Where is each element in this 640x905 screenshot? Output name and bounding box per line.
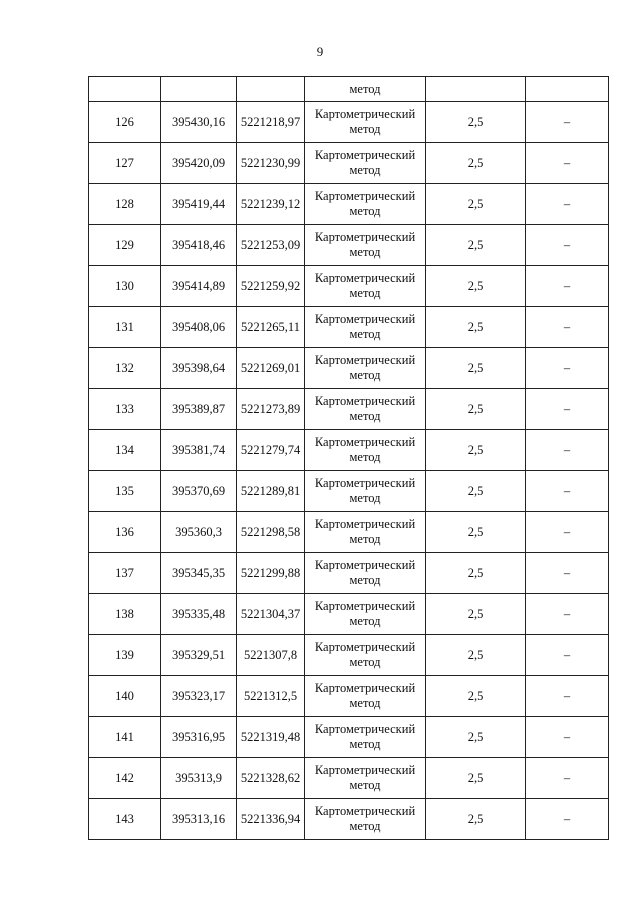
x-coordinate-cell: 395430,16 — [161, 102, 237, 143]
note-cell: – — [526, 635, 609, 676]
point-number-cell: 142 — [89, 758, 161, 799]
y-coordinate-cell: 5221304,37 — [237, 594, 305, 635]
accuracy-cell: 2,5 — [426, 553, 526, 594]
method-line-1: Картометрический — [314, 107, 416, 121]
note-cell: – — [526, 676, 609, 717]
accuracy-cell: 2,5 — [426, 676, 526, 717]
table-row — [89, 307, 609, 348]
point-number-cell: 134 — [89, 430, 161, 471]
method-line-1: Картометрический — [314, 681, 416, 695]
table-row — [89, 676, 609, 717]
y-coordinate-cell: 5221269,01 — [237, 348, 305, 389]
note-cell: – — [526, 471, 609, 512]
x-coordinate-cell: 395420,09 — [161, 143, 237, 184]
method-line-1: Картометрический — [314, 394, 416, 408]
method-line-1: Картометрический — [314, 763, 416, 777]
accuracy-cell: 2,5 — [426, 717, 526, 758]
point-number-cell: 127 — [89, 143, 161, 184]
note-cell: – — [526, 512, 609, 553]
y-coordinate-cell: 5221273,89 — [237, 389, 305, 430]
method-cell — [305, 635, 426, 676]
table-row — [89, 512, 609, 553]
accuracy-cell: 2,5 — [426, 225, 526, 266]
table-row — [89, 594, 609, 635]
method-cell — [305, 717, 426, 758]
table-row — [89, 430, 609, 471]
method-line-2: метод — [349, 573, 381, 587]
note-cell: – — [526, 102, 609, 143]
method-line-1: Картометрический — [314, 189, 416, 203]
table-row — [89, 471, 609, 512]
note-cell: – — [526, 266, 609, 307]
accuracy-cell: 2,5 — [426, 512, 526, 553]
point-number-cell: 130 — [89, 266, 161, 307]
method-cell — [305, 102, 426, 143]
x-coordinate-cell: 395313,9 — [161, 758, 237, 799]
point-number-cell: 140 — [89, 676, 161, 717]
y-coordinate-cell: 5221265,11 — [237, 307, 305, 348]
point-number-cell: 139 — [89, 635, 161, 676]
y-coordinate-cell: 5221319,48 — [237, 717, 305, 758]
x-coordinate-cell — [161, 77, 237, 102]
method-cell — [305, 348, 426, 389]
method-cell — [305, 512, 426, 553]
method-line-2: метод — [349, 819, 381, 833]
accuracy-cell: 2,5 — [426, 102, 526, 143]
y-coordinate-cell: 5221230,99 — [237, 143, 305, 184]
method-line-1: Картометрический — [314, 435, 416, 449]
accuracy-cell: 2,5 — [426, 758, 526, 799]
table-row — [89, 143, 609, 184]
y-coordinate-cell: 5221279,74 — [237, 430, 305, 471]
y-coordinate-cell: 5221336,94 — [237, 799, 305, 840]
table-row — [89, 635, 609, 676]
table-row — [89, 717, 609, 758]
accuracy-cell: 2,5 — [426, 389, 526, 430]
x-coordinate-cell: 395408,06 — [161, 307, 237, 348]
note-cell: – — [526, 184, 609, 225]
y-coordinate-cell: 5221253,09 — [237, 225, 305, 266]
note-cell: – — [526, 225, 609, 266]
x-coordinate-cell: 395419,44 — [161, 184, 237, 225]
method-line-2: метод — [349, 778, 381, 792]
method-line-2: метод — [349, 737, 381, 751]
accuracy-cell: 2,5 — [426, 471, 526, 512]
method-line-1: Картометрический — [314, 230, 416, 244]
method-line-1: Картометрический — [314, 271, 416, 285]
table-row-continuation — [89, 77, 609, 102]
note-cell: – — [526, 717, 609, 758]
x-coordinate-cell: 395329,51 — [161, 635, 237, 676]
accuracy-cell: 2,5 — [426, 348, 526, 389]
method-cell — [305, 758, 426, 799]
coordinates-table — [88, 76, 609, 840]
method-line-2: метод — [349, 204, 381, 218]
y-coordinate-cell — [237, 77, 305, 102]
method-line-2: метод — [349, 655, 381, 669]
note-cell: – — [526, 758, 609, 799]
method-line-1: Картометрический — [314, 640, 416, 654]
point-number-cell: 135 — [89, 471, 161, 512]
accuracy-cell: 2,5 — [426, 184, 526, 225]
x-coordinate-cell: 395345,35 — [161, 553, 237, 594]
point-number-cell: 136 — [89, 512, 161, 553]
x-coordinate-cell: 395381,74 — [161, 430, 237, 471]
x-coordinate-cell: 395360,3 — [161, 512, 237, 553]
point-number-cell: 132 — [89, 348, 161, 389]
method-line-2: метод — [349, 163, 381, 177]
method-line-1: Картометрический — [314, 353, 416, 367]
method-cell — [305, 266, 426, 307]
method-line-2: метод — [349, 450, 381, 464]
method-line-2: метод — [349, 245, 381, 259]
method-line-2: метод — [349, 368, 381, 382]
y-coordinate-cell: 5221298,58 — [237, 512, 305, 553]
method-cell — [305, 184, 426, 225]
note-cell: – — [526, 389, 609, 430]
method-line-1: Картометрический — [314, 804, 416, 818]
table-row — [89, 348, 609, 389]
note-cell — [526, 77, 609, 102]
x-coordinate-cell: 395335,48 — [161, 594, 237, 635]
method-cell — [305, 389, 426, 430]
point-number-cell: 133 — [89, 389, 161, 430]
note-cell: – — [526, 594, 609, 635]
point-number-cell: 143 — [89, 799, 161, 840]
y-coordinate-cell: 5221307,8 — [237, 635, 305, 676]
y-coordinate-cell: 5221218,97 — [237, 102, 305, 143]
point-number-cell: 126 — [89, 102, 161, 143]
point-number-cell: 137 — [89, 553, 161, 594]
point-number-cell: 128 — [89, 184, 161, 225]
method-line-1: Картометрический — [314, 517, 416, 531]
method-cell: метод — [305, 77, 426, 102]
method-line-2: метод — [349, 122, 381, 136]
method-line-2: метод — [349, 614, 381, 628]
method-cell — [305, 676, 426, 717]
method-cell — [305, 799, 426, 840]
method-line-2: метод — [349, 409, 381, 423]
y-coordinate-cell: 5221299,88 — [237, 553, 305, 594]
point-number-cell: 131 — [89, 307, 161, 348]
y-coordinate-cell: 5221328,62 — [237, 758, 305, 799]
table-row — [89, 389, 609, 430]
x-coordinate-cell: 395313,16 — [161, 799, 237, 840]
y-coordinate-cell: 5221239,12 — [237, 184, 305, 225]
x-coordinate-cell: 395316,95 — [161, 717, 237, 758]
method-line-1: Картометрический — [314, 722, 416, 736]
note-cell: – — [526, 348, 609, 389]
method-cell — [305, 143, 426, 184]
point-number-cell: 138 — [89, 594, 161, 635]
method-cell — [305, 307, 426, 348]
table-row — [89, 225, 609, 266]
page-number: 9 — [316, 44, 324, 59]
accuracy-cell: 2,5 — [426, 635, 526, 676]
table-row — [89, 266, 609, 307]
accuracy-cell: 2,5 — [426, 143, 526, 184]
note-cell: – — [526, 307, 609, 348]
note-cell: – — [526, 799, 609, 840]
table-row — [89, 102, 609, 143]
y-coordinate-cell: 5221289,81 — [237, 471, 305, 512]
x-coordinate-cell: 395389,87 — [161, 389, 237, 430]
x-coordinate-cell: 395398,64 — [161, 348, 237, 389]
note-cell: – — [526, 553, 609, 594]
method-line-1: Картометрический — [314, 148, 416, 162]
note-cell: – — [526, 143, 609, 184]
accuracy-cell: 2,5 — [426, 799, 526, 840]
accuracy-cell: 2,5 — [426, 430, 526, 471]
point-number-cell: 129 — [89, 225, 161, 266]
point-number-cell: 141 — [89, 717, 161, 758]
method-line-1: Картометрический — [314, 312, 416, 326]
y-coordinate-cell: 5221259,92 — [237, 266, 305, 307]
method-cell — [305, 471, 426, 512]
table-row — [89, 799, 609, 840]
method-line-2: метод — [349, 327, 381, 341]
accuracy-cell — [426, 77, 526, 102]
table-row — [89, 758, 609, 799]
method-line-2: метод — [349, 491, 381, 505]
accuracy-cell: 2,5 — [426, 266, 526, 307]
method-line-1: Картометрический — [314, 599, 416, 613]
point-number-cell — [89, 77, 161, 102]
method-line-2: метод — [349, 696, 381, 710]
method-line-1: Картометрический — [314, 558, 416, 572]
accuracy-cell: 2,5 — [426, 594, 526, 635]
method-cell — [305, 430, 426, 471]
x-coordinate-cell: 395370,69 — [161, 471, 237, 512]
coordinates-table-body — [89, 77, 609, 840]
method-cell — [305, 225, 426, 266]
note-cell: – — [526, 430, 609, 471]
accuracy-cell: 2,5 — [426, 307, 526, 348]
x-coordinate-cell: 395418,46 — [161, 225, 237, 266]
x-coordinate-cell: 395323,17 — [161, 676, 237, 717]
table-row — [89, 184, 609, 225]
method-line-2: метод — [349, 286, 381, 300]
method-cell — [305, 594, 426, 635]
table-row — [89, 553, 609, 594]
method-line-2: метод — [349, 532, 381, 546]
method-line-1: Картометрический — [314, 476, 416, 490]
x-coordinate-cell: 395414,89 — [161, 266, 237, 307]
method-cell — [305, 553, 426, 594]
y-coordinate-cell: 5221312,5 — [237, 676, 305, 717]
